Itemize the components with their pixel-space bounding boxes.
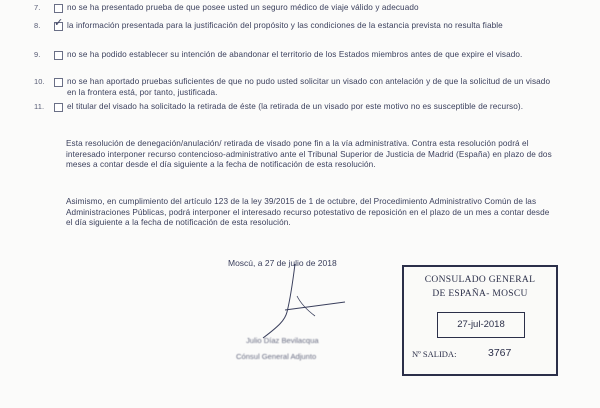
stamp-number: 3767 bbox=[488, 347, 512, 359]
checkbox bbox=[54, 4, 63, 13]
item-text: la información presentada para la justificación del propósito y las condiciones de la estancia prevista no resulta fiable bbox=[67, 21, 503, 30]
checkbox bbox=[54, 103, 63, 112]
stamp-date: 27-jul-2018 bbox=[437, 312, 525, 338]
checkbox bbox=[54, 16, 64, 31]
item-text: el titular del visado ha solicitado la retirada de éste (la retirada de un visado por este motivo no es susceptible de recurso). bbox=[67, 102, 524, 111]
stamp-salida-label: Nº SALIDA: bbox=[412, 349, 457, 359]
checkbox bbox=[54, 51, 63, 60]
item-text: no se ha presentado prueba de que posee usted un seguro médico de viaje válido y adecuado bbox=[67, 3, 419, 12]
item-number: 8. bbox=[34, 21, 41, 30]
resolution-paragraph: Esta resolución de denegación/anulación/ retirada de visado pone fin a la vía administrativa. Contra esta resolución podrá el interesado interponer recurso contencioso-administrativo ante el Tribunal Superior de Justicia de Madrid (España) en plazo de dos meses a contar desde el día siguiente a la fecha de notificación de esta resolución. bbox=[66, 139, 552, 169]
item-number: 11. bbox=[34, 102, 45, 111]
signature-icon bbox=[255, 262, 355, 342]
checkmark-icon: ✓ bbox=[54, 16, 64, 29]
consulate-stamp bbox=[402, 265, 558, 376]
signer-title: Cónsul General Adjunto bbox=[236, 352, 317, 361]
appeal-paragraph: Asimismo, en cumplimiento del artículo 123 de la ley 39/2015 de 1 de octubre, del Procedimiento Administrativo Común de las Administraciones Públicas, podrá interponer el interesado recurso potestativo de reposición en el plazo de un mes a contar desde el día siguiente a la fecha de notificación de esta resolución. bbox=[66, 197, 550, 227]
stamp-line-1: CONSULADO GENERAL bbox=[424, 275, 536, 285]
place-date: Moscú, a 27 de julio de 2018 bbox=[228, 258, 337, 268]
item-text: no se han aportado pruebas suficientes de que no pudo usted solicitar un visado con antelación y de que la solicitud de un visado en la frontera está, por tanto, justificada. bbox=[67, 77, 551, 97]
item-number: 7. bbox=[34, 3, 41, 12]
item-text: no se ha podido establecer su intención de abandonar el territorio de los Estados miembros antes de que expire el visado. bbox=[67, 50, 523, 59]
item-number: 10. bbox=[34, 77, 45, 86]
item-number: 9. bbox=[34, 50, 41, 59]
checkbox bbox=[54, 78, 63, 87]
stamp-line-2: DE ESPAÑA- MOSCU bbox=[432, 289, 528, 299]
signer-name: Julio Díaz Bevilacqua bbox=[246, 336, 319, 345]
